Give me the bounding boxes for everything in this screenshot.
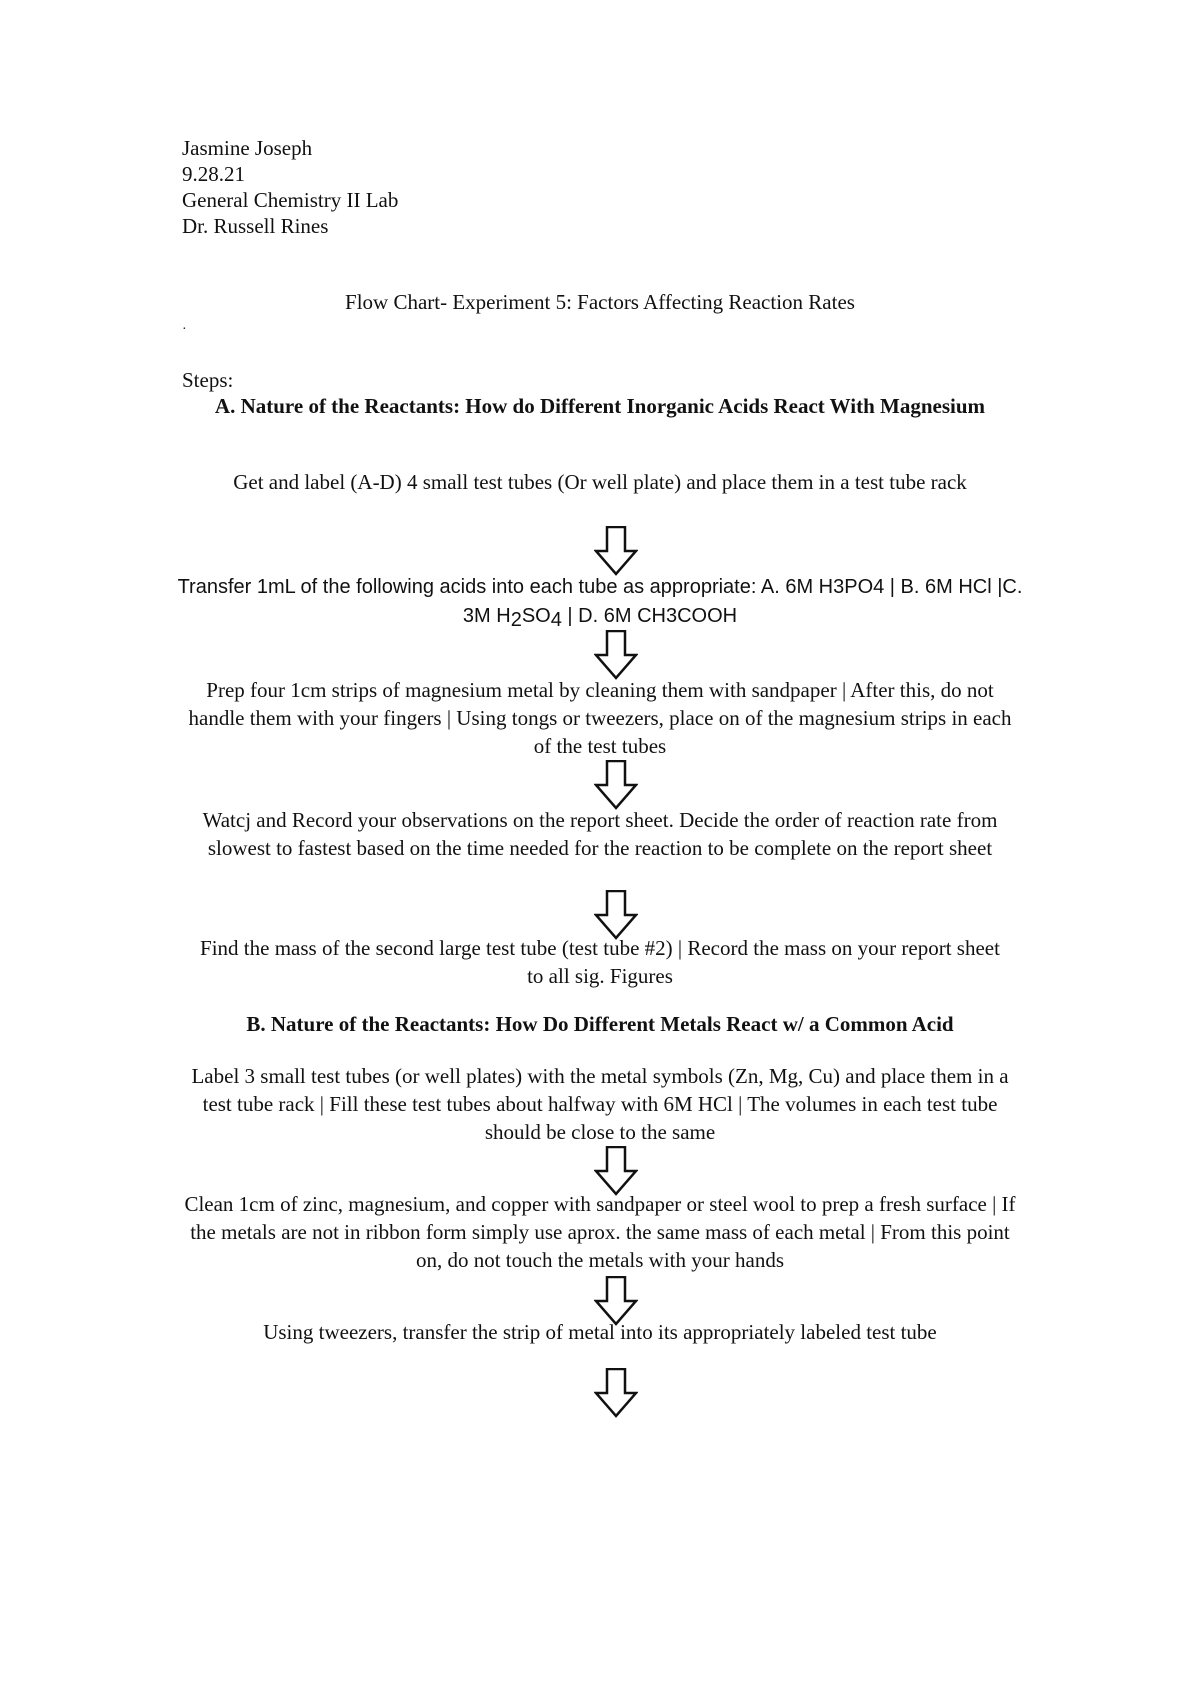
- step-2-text-end: | D. 6M CH3COOH: [561, 605, 738, 627]
- section-a-step-5: Find the mass of the second large test tube (test tube #2) | Record the mass on your report sheet to all sig. Figures: [200, 936, 1000, 988]
- section-a-step-1: Get and label (A-D) 4 small test tubes (Or well plate) and place them in a test tube rack: [233, 470, 967, 494]
- section-b-step-2: Clean 1cm of zinc, magnesium, and copper with sandpaper or steel wool to prep a fresh surface | If the metals are not in ribbon form simply use aprox. the same mass of each metal | From this point on, do not touch the metals with your hands: [184, 1192, 1016, 1272]
- section-b-step-3: Using tweezers, transfer the strip of metal into its appropriately labeled test tube: [263, 1320, 937, 1344]
- subscript-2: 2: [510, 609, 522, 631]
- subscript-4: 4: [550, 609, 562, 631]
- section-a-step-2: [175, 572, 1025, 630]
- section-b-step-1: Label 3 small test tubes (or well plates) with the metal symbols (Zn, Mg, Cu) and place them in a test tube rack | Fill these test tubes about halfway with 6M HCl | The volumes in each test tube should be close to the same: [191, 1064, 1009, 1144]
- step-2-text: Transfer 1mL of the following acids into each tube as appropriate: A. 6M H3PO4 | B. 6M HCl |C. 3M H: [177, 576, 1023, 627]
- down-arrow-icon: [594, 1368, 638, 1418]
- down-arrow-icon: [594, 630, 638, 680]
- section-b-heading: B. Nature of the Reactants: How Do Different Metals React w/ a Common Acid: [246, 1012, 954, 1036]
- author-name: Jasmine Joseph: [182, 136, 313, 160]
- down-arrow-icon: [594, 760, 638, 810]
- down-arrow-icon: [594, 526, 638, 576]
- step-2-text-so: SO: [521, 605, 551, 627]
- instructor-name: Dr. Russell Rines: [182, 214, 329, 238]
- document-date: 9.28.21: [182, 162, 245, 186]
- page-title: Flow Chart- Experiment 5: Factors Affecting Reaction Rates: [345, 290, 855, 314]
- down-arrow-icon: [594, 1146, 638, 1196]
- title-dot: ·: [182, 322, 187, 337]
- section-a-heading: A. Nature of the Reactants: How do Different Inorganic Acids React With Magnesium: [214, 394, 986, 418]
- down-arrow-icon: [594, 890, 638, 940]
- section-a-step-3: Prep four 1cm strips of magnesium metal by cleaning them with sandpaper | After this, do not handle them with your fingers | Using tongs or tweezers, place on of the magnesium strips in each of the test tubes: [188, 678, 1012, 758]
- section-a-step-4: Watcj and Record your observations on the report sheet. Decide the order of reaction rate from slowest to fastest based on the time needed for the reaction to be complete on the report sheet: [202, 808, 998, 860]
- course-name: General Chemistry II Lab: [182, 188, 399, 212]
- steps-label: Steps:: [182, 368, 234, 392]
